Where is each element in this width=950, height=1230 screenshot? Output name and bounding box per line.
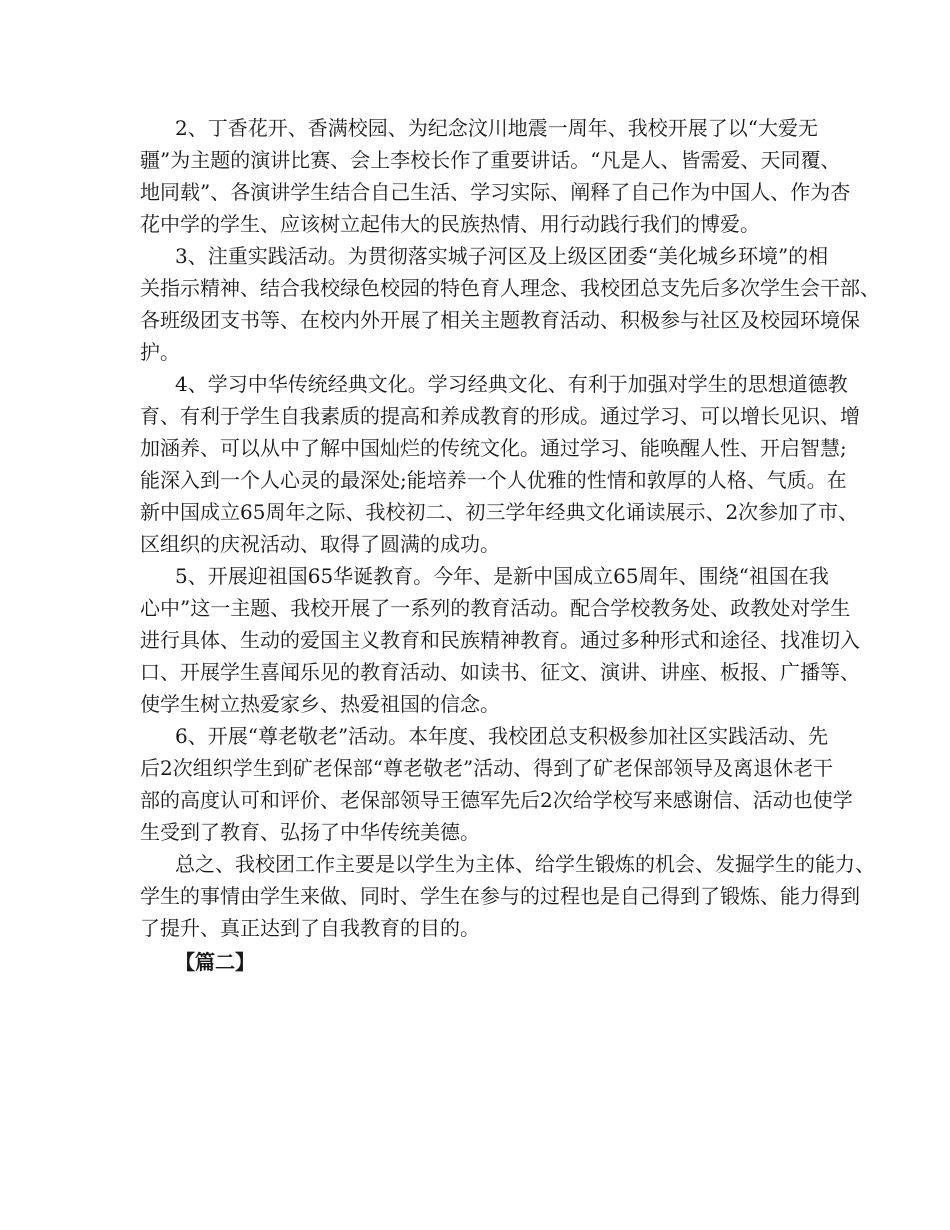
paragraph-line: 了提升、真正达到了自我教育的目的。 [140,916,480,940]
paragraph-line: 3、注重实践活动。为贯彻落实城子河区及上级区团委“美化城乡环境”的相 [175,244,829,268]
paragraph-line: 5、开展迎祖国65华诞教育。今年、是新中国成立65周年、围绕“祖国在我 [175,564,829,588]
paragraph-line: 花中学的学生、应该树立起伟大的民族热情、用行动践行我们的博爱。 [140,212,760,236]
paragraph-line: 生受到了教育、弘扬了中华传统美德。 [140,820,480,844]
paragraph-line: 4、学习中华传统经典文化。学习经典文化、有利于加强对学生的思想道德教 [175,372,848,396]
paragraph-line: 新中国成立65周年之际、我校初二、初三学年经典文化诵读展示、2次参加了市、 [140,500,859,524]
paragraph-line: 心中”这一主题、我校开展了一系列的教育活动。配合学校教务处、政教处对学生 [140,596,851,620]
paragraph-item-5-patriotic-education [140,560,860,720]
paragraph-item-6-respect-elders [140,720,853,848]
paragraph-line: 育、有利于学生自我素质的提高和养成教育的形成。通过学习、可以增长见识、增 [140,404,860,428]
paragraph-item-4-classic-culture [140,368,860,560]
paragraph-line: 关指示精神、结合我校绿色校园的特色育人理念、我校团总支先后多次学生会干部、 [140,276,880,300]
paragraph-line: 护。 [140,340,180,364]
paragraph-line: 口、开展学生喜闻乐见的教育活动、如读书、征文、演讲、讲座、板报、广播等、 [140,660,860,684]
paragraph-line: 6、开展“尊老敬老”活动。本年度、我校团总支积极参加社区实践活动、先 [175,724,829,748]
paragraph-line: 使学生树立热爱家乡、热爱祖国的信念。 [140,692,500,716]
paragraph-line: 进行具体、生动的爱国主义教育和民族精神教育。通过多种形式和途径、找准切入 [140,628,860,652]
document-body [140,112,880,978]
paragraph-line: 2、丁香花开、香满校园、为纪念汶川地震一周年、我校开展了以“大爱无 [175,116,818,140]
paragraph-item-2-speech-contest [140,112,851,240]
paragraph-line: 总之、我校团工作主要是以学生为主体、给学生锻炼的机会、发掘学生的能力、 [175,852,875,876]
paragraph-item-3-practice-activities [140,240,880,368]
paragraph-line: 后2次组织学生到矿老保部“尊老敬老”活动、得到了矿老保部领导及离退休老干 [140,756,834,780]
paragraph-line: 地同载”、各演讲学生结合自己生活、学习实际、阐释了自己作为中国人、作为杏 [140,180,851,204]
paragraph-line: 疆”为主题的演讲比赛、会上李校长作了重要讲话。“凡是人、皆需爱、天同覆、 [140,148,841,172]
paragraph-summary [140,848,875,944]
paragraph-line: 学生的事情由学生来做、同时、学生在参与的过程也是自己得到了锻炼、能力得到 [140,884,860,908]
paragraph-line: 区组织的庆祝活动、取得了圆满的成功。 [140,532,500,556]
paragraph-line: 部的高度认可和评价、老保部领导王德军先后2次给学校写来感谢信、活动也使学 [140,788,853,812]
paragraph-line: 加涵养、可以从中了解中国灿烂的传统文化。通过学习、能唤醒人性、开启智慧; [140,436,847,460]
section-heading: 【篇二】 [175,950,255,974]
paragraph-line: 各班级团支书等、在校内外开展了相关主题教育活动、积极参与社区及校园环境保 [140,308,860,332]
paragraph-line: 能深入到一个人心灵的最深处;能培养一个人优雅的性情和敦厚的人格、气质。在 [140,468,847,492]
